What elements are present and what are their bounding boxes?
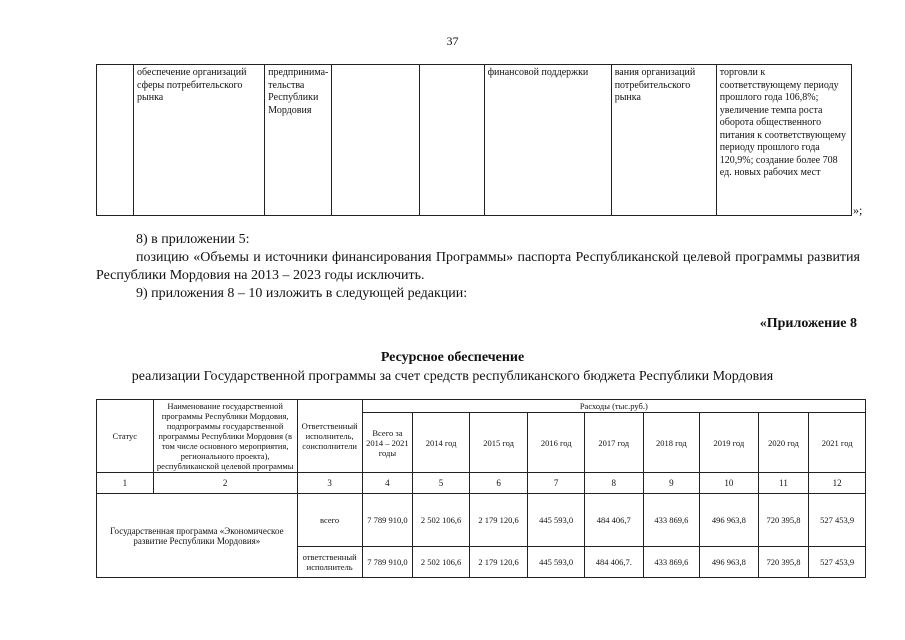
value-cell: 433 869,6 xyxy=(643,547,700,578)
value-cell: 2 502 106,6 xyxy=(413,494,470,547)
header-total: Всего за 2014 – 2021 годы xyxy=(362,413,413,473)
value-cell: 720 395,8 xyxy=(758,494,809,547)
table-cell: торговли к соответствующему периоду прошлого года 106,8%; увеличение темпа роста оборота общественного питания к соответствующему периоду прошлого года 120,9%; создание более 708 ед. новых рабочих мест xyxy=(716,65,851,216)
header-name: Наименование государственной программы Республики Мордовия, подпрограммы государственной программы Республики Мордовия (в том числе основного мероприятия, регионального проекта), республиканской целевой программы xyxy=(153,400,297,473)
item-8: 8) в приложении 5: xyxy=(136,232,250,247)
table-cell xyxy=(419,65,484,216)
item-9: 9) приложения 8 – 10 изложить в следующей редакции: xyxy=(136,286,468,301)
value-cell: 445 593,0 xyxy=(528,547,585,578)
header-year: 2021 год xyxy=(809,413,866,473)
table-cell xyxy=(97,65,134,216)
header-year: 2015 год xyxy=(469,413,528,473)
header-year: 2016 год xyxy=(528,413,585,473)
column-number: 11 xyxy=(758,473,809,494)
column-number: 9 xyxy=(643,473,700,494)
header-year: 2019 год xyxy=(700,413,759,473)
program-name: Государственная программа «Экономическое развитие Республики Мордовия» xyxy=(97,494,298,578)
table-cell: финансовой поддержки xyxy=(484,65,611,216)
table-row xyxy=(97,494,866,547)
value-cell: 720 395,8 xyxy=(758,547,809,578)
value-cell: 7 789 910,0 xyxy=(362,494,413,547)
item-8-text: позицию «Объемы и источники финансирования Программы» паспорта Республиканской целевой программы развития Республики Мордовия на 2013 – 2023 годы исключить. xyxy=(96,250,860,283)
table-cell: вания организаций потребительского рынка xyxy=(611,65,716,216)
column-number: 12 xyxy=(809,473,866,494)
value-cell: 484 406,7 xyxy=(584,494,643,547)
header-row xyxy=(97,400,866,413)
value-cell: 527 453,9 xyxy=(809,494,866,547)
row-label: всего xyxy=(297,494,362,547)
column-number: 10 xyxy=(700,473,759,494)
column-number-row xyxy=(97,473,866,494)
header-expenses: Расходы (тыс.руб.) xyxy=(362,400,865,413)
header-year: 2017 год xyxy=(584,413,643,473)
column-number: 6 xyxy=(469,473,528,494)
row-label: ответственный исполнитель xyxy=(297,547,362,578)
page-number: 37 xyxy=(446,34,459,48)
table-cell: предпринима-тельства Республики Мордовия xyxy=(265,65,332,216)
value-cell: 496 963,8 xyxy=(700,547,759,578)
header-year: 2018 год xyxy=(643,413,700,473)
value-cell: 7 789 910,0 xyxy=(362,547,413,578)
column-number: 8 xyxy=(584,473,643,494)
header-year: 2020 год xyxy=(758,413,809,473)
table-row xyxy=(97,65,852,216)
value-cell: 2 179 120,6 xyxy=(469,547,528,578)
value-cell: 496 963,8 xyxy=(700,494,759,547)
header-status: Статус xyxy=(97,400,154,473)
table-cell: обеспечение организаций сферы потребительского рынка xyxy=(134,65,265,216)
column-number: 1 xyxy=(97,473,154,494)
continuation-table xyxy=(96,64,852,216)
value-cell: 2 502 106,6 xyxy=(413,547,470,578)
value-cell: 527 453,9 xyxy=(809,547,866,578)
column-number: 5 xyxy=(413,473,470,494)
closing-quote: »; xyxy=(853,203,863,217)
column-number: 2 xyxy=(153,473,297,494)
value-cell: 433 869,6 xyxy=(643,494,700,547)
header-year: 2014 год xyxy=(413,413,470,473)
column-number: 7 xyxy=(528,473,585,494)
value-cell: 2 179 120,6 xyxy=(469,494,528,547)
section-subtitle: реализации Государственной программы за счет средств республиканского бюджета Республики Мордовия xyxy=(131,369,774,384)
value-cell: 484 406,7. xyxy=(584,547,643,578)
table-cell xyxy=(332,65,419,216)
column-number: 3 xyxy=(297,473,362,494)
value-cell: 445 593,0 xyxy=(528,494,585,547)
appendix-label: «Приложение 8 xyxy=(759,316,857,331)
column-number: 4 xyxy=(362,473,413,494)
section-title: Ресурсное обеспечение xyxy=(380,350,525,365)
resource-table xyxy=(96,399,866,578)
header-responsible: Ответственный исполнитель, соисполнители xyxy=(297,400,362,473)
